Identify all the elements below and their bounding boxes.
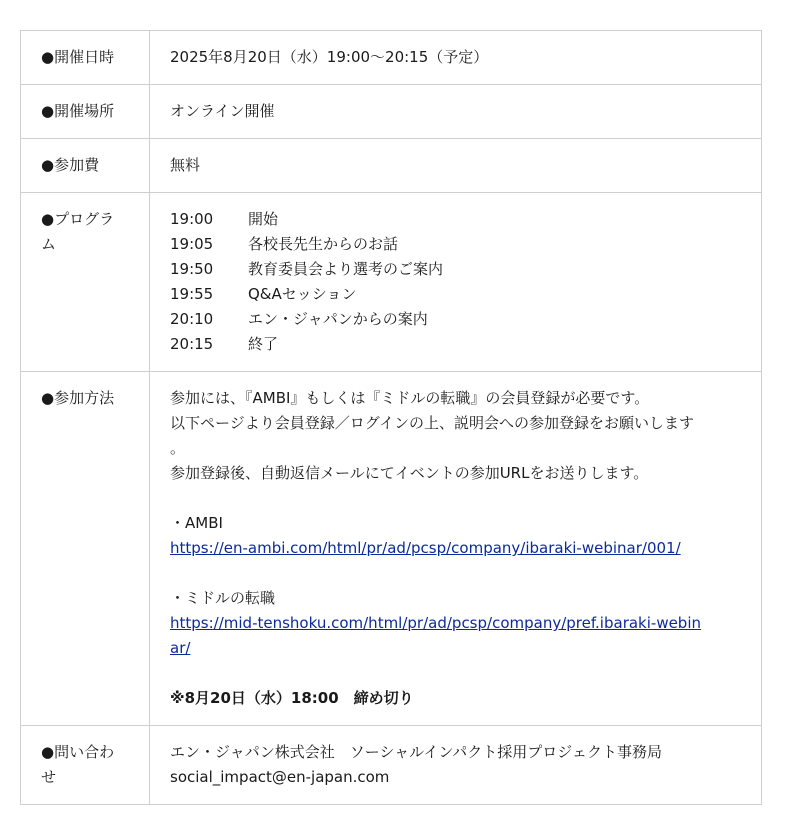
program-label-line1: ●プログラ	[41, 210, 115, 228]
method-body	[150, 372, 761, 711]
value-cell	[150, 139, 762, 193]
program-time: 19:05	[170, 235, 214, 253]
row-date	[21, 31, 762, 85]
place-label: ●開催場所	[41, 102, 115, 120]
value-cell	[150, 193, 762, 372]
program-item	[170, 282, 741, 307]
program-time: 20:15	[170, 335, 214, 353]
label-cell	[21, 31, 150, 85]
event-info-table	[20, 30, 762, 805]
spacer	[170, 486, 741, 511]
program-item	[170, 307, 741, 332]
date-value: 2025年8月20日（水）19:00〜20:15（予定）	[170, 48, 489, 66]
program-item	[170, 232, 741, 257]
mid-link-line1[interactable]: https://mid-tenshoku.com/html/pr/ad/pcsp/company/pref.ibaraki-webin	[170, 614, 702, 632]
program-title: 開始	[248, 210, 279, 228]
method-line: 。	[170, 439, 186, 457]
fee-label: ●参加費	[41, 156, 100, 174]
value-cell	[150, 85, 762, 139]
mid-label: ・ミドルの転職	[170, 589, 276, 607]
program-item	[170, 207, 741, 232]
program-title: 教育委員会より選考のご案内	[248, 260, 444, 278]
mid-tenshoku-link[interactable]	[170, 614, 701, 657]
program-time: 20:10	[170, 310, 214, 328]
method-line: 参加には、『AMBI』もしくは『ミドルの転職』の会員登録が必要です。	[170, 389, 650, 407]
value-cell	[150, 726, 762, 805]
row-method	[21, 372, 762, 726]
contact-body	[150, 726, 761, 790]
spacer	[170, 661, 741, 686]
value-cell	[150, 31, 762, 85]
spacer	[170, 561, 741, 586]
deadline-note: ※8月20日（水）18:00 締め切り	[170, 689, 414, 707]
label-cell	[21, 193, 150, 372]
method-line: 以下ページより会員登録／ログインの上、説明会への参加登録をお願いします	[170, 414, 694, 432]
program-time: 19:50	[170, 260, 214, 278]
program-label-line2: ム	[41, 235, 57, 253]
row-place	[21, 85, 762, 139]
program-title: Q&Aセッション	[248, 285, 357, 303]
label-cell	[21, 85, 150, 139]
label-cell	[21, 726, 150, 805]
program-title: 各校長先生からのお話	[248, 235, 399, 253]
row-contact	[21, 726, 762, 805]
program-time: 19:00	[170, 210, 214, 228]
label-cell	[21, 372, 150, 726]
method-line: 参加登録後、自動返信メールにてイベントの参加URLをお送りします。	[170, 464, 649, 482]
program-title: 終了	[248, 335, 279, 353]
contact-label-line1: ●問い合わ	[41, 743, 115, 761]
contact-email: social_impact@en-japan.com	[170, 768, 390, 786]
date-label: ●開催日時	[41, 48, 115, 66]
ambi-link[interactable]: https://en-ambi.com/html/pr/ad/pcsp/company/ibaraki-webinar/001/	[170, 539, 681, 557]
label-cell	[21, 139, 150, 193]
method-label: ●参加方法	[41, 389, 115, 407]
program-item	[170, 332, 741, 357]
program-list	[150, 193, 761, 357]
program-label	[41, 193, 131, 257]
program-time: 19:55	[170, 285, 214, 303]
place-value: オンライン開催	[170, 102, 275, 120]
program-title: エン・ジャパンからの案内	[248, 310, 428, 328]
fee-value: 無料	[170, 156, 201, 174]
ambi-label: ・AMBI	[170, 514, 223, 532]
contact-label	[41, 726, 131, 790]
row-fee	[21, 139, 762, 193]
contact-label-line2: せ	[41, 768, 57, 786]
value-cell	[150, 372, 762, 726]
contact-org: エン・ジャパン株式会社 ソーシャルインパクト採用プロジェクト事務局	[170, 743, 663, 761]
mid-link-line2[interactable]: ar/	[170, 639, 191, 657]
program-item	[170, 257, 741, 282]
row-program	[21, 193, 762, 372]
